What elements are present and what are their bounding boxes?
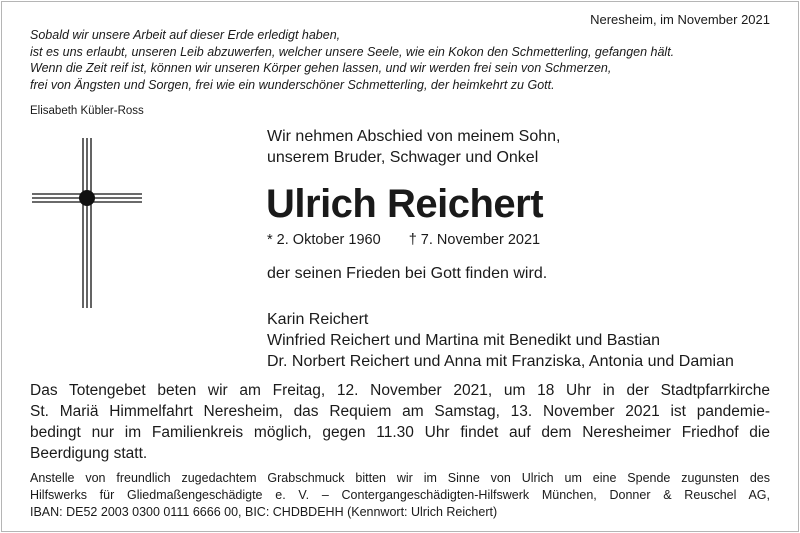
intro-text	[267, 126, 560, 168]
deceased-name: Ulrich Reichert	[266, 182, 544, 226]
service-line: Beerdigung statt.	[30, 445, 148, 462]
mourner: Winfried Reichert und Martina mit Benedikt und Bastian	[267, 332, 661, 349]
mourners-list	[267, 309, 734, 372]
intro-line: Wir nehmen Abschied von meinem Sohn,	[267, 128, 561, 145]
donation-line: IBAN: DE52 2003 0300 0111 6666 00, BIC: CHDBDEHH (Kennwort: Ulrich Reichert)	[30, 505, 498, 519]
donation-info	[30, 470, 770, 521]
death-date: † 7. November 2021	[408, 232, 541, 248]
peace-text: der seinen Frieden bei Gott finden wird.	[267, 265, 548, 282]
service-line: St. Mariä Himmelfahrt Neresheim, das Requiem am Samstag, 13. November 2021 ist pandemie-	[30, 403, 770, 420]
poem-line: frei von Ängsten und Sorgen, frei wie ein wunderschöner Schmetterling, der heimkehrt zu Gott.	[30, 77, 555, 92]
poem-line: Sobald wir unsere Arbeit auf dieser Erde erledigt haben,	[30, 28, 341, 42]
mourner: Karin Reichert	[267, 311, 369, 328]
poem-author: Elisabeth Kübler-Ross	[30, 105, 144, 117]
birth-date: * 2. Oktober 1960	[267, 232, 381, 248]
date-place: Neresheim, im November 2021	[590, 12, 770, 27]
donation-line: Anstelle von freundlich zugedachtem Grabschmuck bitten wir im Sinne von Ulrich um eine Spende zugunsten des	[30, 471, 770, 485]
life-dates	[267, 232, 540, 248]
poem-line: Wenn die Zeit reif ist, können wir unseren Körper gehen lassen, und wir werden frei sein von Schmerzen,	[30, 61, 612, 75]
intro-line: unserem Bruder, Schwager und Onkel	[267, 149, 539, 166]
cross-icon	[32, 138, 142, 308]
mourner: Dr. Norbert Reichert und Anna mit Franziska, Antonia und Damian	[267, 353, 734, 370]
donation-line: Hilfswerks für Gliedmaßengeschädigte e. V. – Contergangeschädigten-Hilfswerk München, Donner & Reuschel AG,	[30, 488, 770, 502]
service-line: Das Totengebet beten wir am Freitag, 12. November 2021, um 18 Uhr in der Stadtpfarrkirche	[30, 382, 770, 399]
poem	[30, 27, 674, 93]
poem-line: ist es uns erlaubt, unseren Leib abzuwerfen, welcher unsere Seele, wie ein Kokon den Schmetterling, gefangen hält.	[30, 44, 675, 59]
service-info	[30, 380, 770, 464]
service-line: bedingt nur im Familienkreis möglich, gegen 11.30 Uhr findet auf dem Neresheimer Friedhof die	[30, 424, 770, 441]
